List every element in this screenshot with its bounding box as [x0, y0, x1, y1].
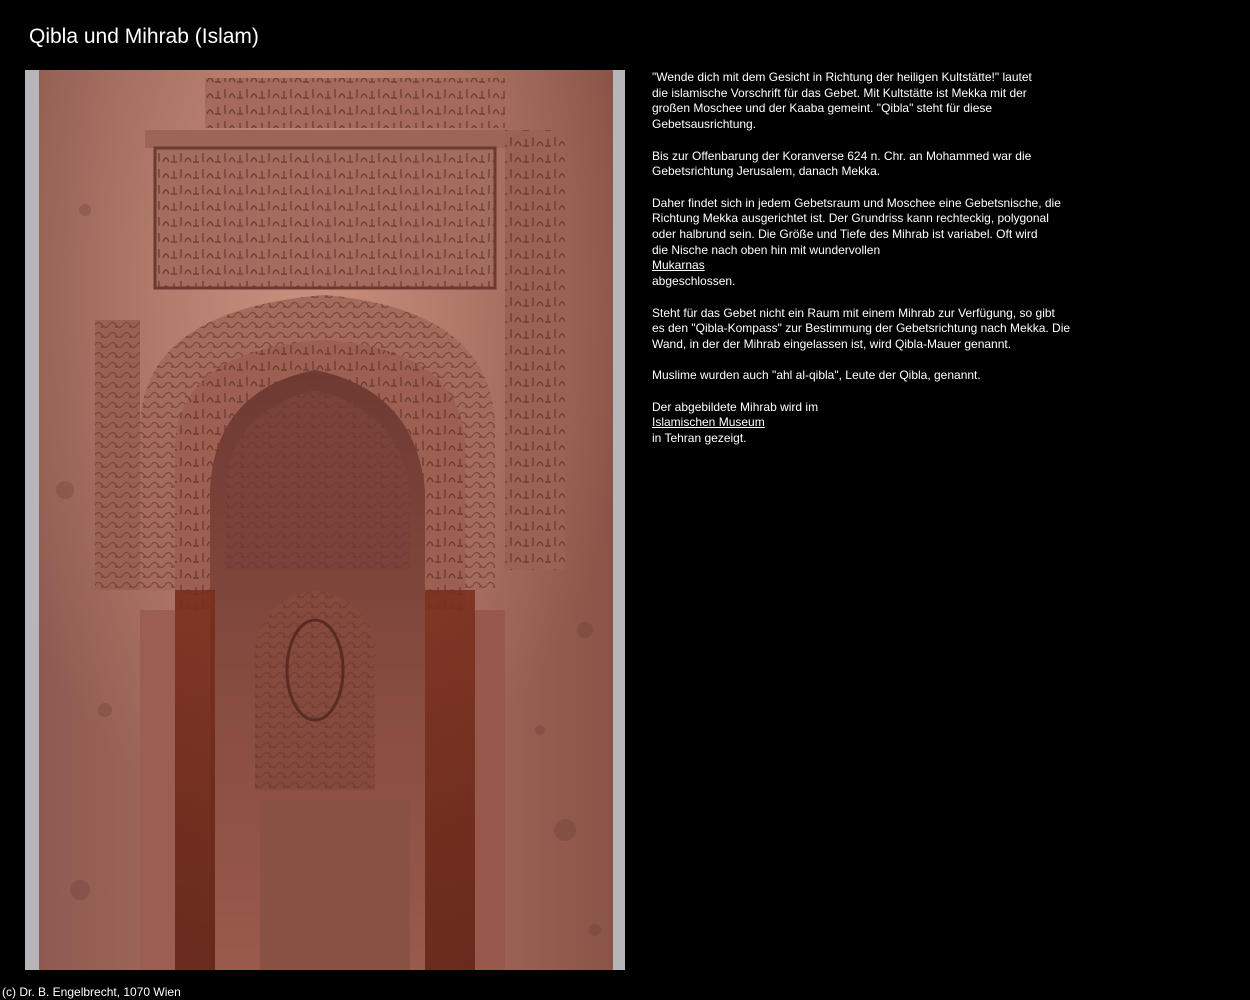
text-line: Muslime wurden auch "ahl al-qibla", Leute der Qibla, genannt.	[652, 368, 981, 383]
article-text	[652, 70, 1082, 462]
rust-streak-right	[425, 590, 475, 970]
text-line: Steht für das Gebet nicht ein Raum mit einem Mihrab zur Verfügung, so gibt	[652, 305, 1055, 320]
rust-streak-left	[175, 590, 215, 970]
paragraph-qibla-compass	[652, 306, 1082, 353]
text-line: Gebetsausrichtung.	[652, 117, 757, 132]
mihrab-photo	[25, 70, 625, 970]
text-line: "Wende dich mit dem Gesicht in Richtung der heiligen Kultstätte!" lautet	[652, 70, 1032, 84]
paragraph-ahl-al-qibla	[652, 368, 1082, 384]
mukarnas-link[interactable]: Mukarnas	[652, 258, 705, 273]
paragraph-prayer-niche	[652, 196, 1082, 290]
text-line: Gebetsrichtung Jerusalem, danach Mekka.	[652, 164, 881, 179]
text-line: Bis zur Offenbarung der Koranverse 624 n. Chr. an Mohammed war die	[652, 148, 1032, 163]
paragraph-history	[652, 149, 1082, 180]
text-line: es den "Qibla-Kompass" zur Bestimmung der Gebetsrichtung nach Mekka. Die	[652, 321, 1071, 336]
paragraph-qibla-definition	[652, 70, 1082, 133]
mihrab-illustration	[25, 70, 625, 970]
text-line: die Nische nach oben hin mit wundervollen	[652, 242, 881, 257]
text-line: Daher findet sich in jedem Gebetsraum und Moschee eine Gebetsnische, die	[652, 195, 1061, 210]
text-line: oder halbrund sein. Die Größe und Tiefe des Mihrab ist variabel. Oft wird	[652, 227, 1038, 241]
text-line: abgeschlossen.	[652, 274, 736, 289]
islamic-museum-link[interactable]: Islamischen Museum	[652, 415, 765, 430]
text-line: Der abgebildete Mihrab wird im	[652, 399, 819, 414]
text-line: in Tehran gezeigt.	[652, 431, 747, 446]
text-line: die islamische Vorschrift für das Gebet. Mit Kultstätte ist Mekka mit der	[652, 85, 1027, 100]
text-line: Wand, in der der Mihrab eingelassen ist, wird Qibla-Mauer genannt.	[652, 336, 1012, 351]
paragraph-museum	[652, 400, 1082, 447]
text-line: Richtung Mekka ausgerichtet ist. Der Grundriss kann rechteckig, polygonal	[652, 211, 1049, 226]
text-line: großen Moschee und der Kaaba gemeint. "Qibla" steht für diese	[652, 101, 993, 116]
copyright-footer: (c) Dr. B. Engelbrecht, 1070 Wien	[2, 985, 181, 999]
page-title: Qibla und Mihrab (Islam)	[29, 25, 259, 48]
